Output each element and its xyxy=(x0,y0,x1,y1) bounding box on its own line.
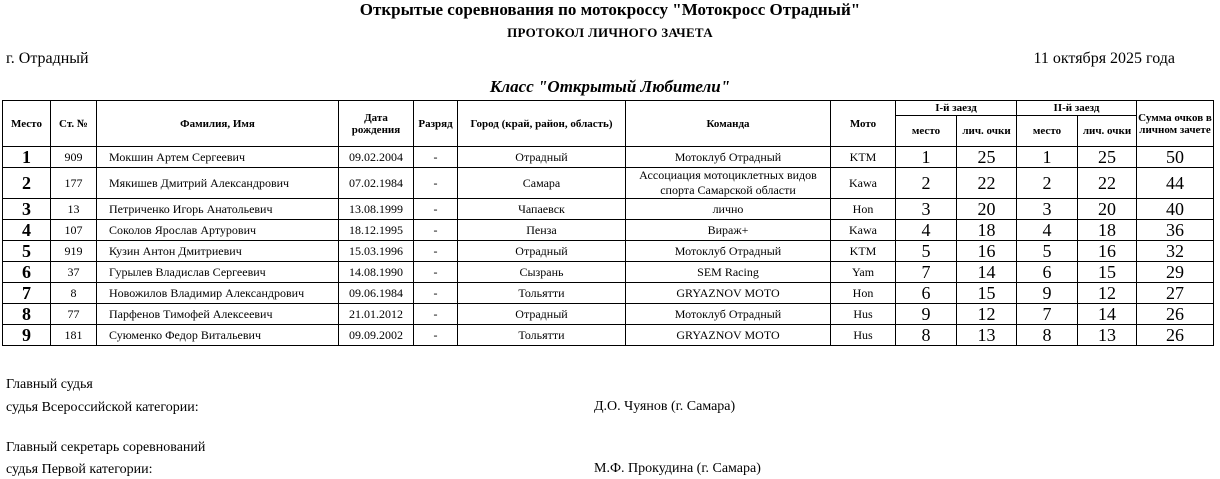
heat2-points-header: лич. очки xyxy=(1078,116,1137,147)
rank-cell: - xyxy=(414,168,458,199)
col-city-header: Город (край, район, область) xyxy=(458,101,626,147)
birth-cell: 09.06.1984 xyxy=(339,283,414,304)
heat2-points-cell: 15 xyxy=(1078,262,1137,283)
birth-cell: 13.08.1999 xyxy=(339,199,414,220)
team-cell: Мотоклуб Отрадный xyxy=(626,147,831,168)
rank-cell: - xyxy=(414,283,458,304)
heat2-place-cell: 4 xyxy=(1017,220,1078,241)
secretary-category: судья Первой категории: xyxy=(6,462,153,477)
table-row xyxy=(3,241,1214,262)
heat1-points-cell: 14 xyxy=(957,262,1017,283)
place-cell: 4 xyxy=(3,220,51,241)
city-cell: Чапаевск xyxy=(458,199,626,220)
heat2-place-cell: 6 xyxy=(1017,262,1078,283)
heat1-place-cell: 9 xyxy=(896,304,957,325)
start-no-cell: 13 xyxy=(51,199,97,220)
total-cell: 36 xyxy=(1137,220,1214,241)
total-cell: 29 xyxy=(1137,262,1214,283)
table-row xyxy=(3,325,1214,346)
name-cell: Гурылев Владислав Сергеевич xyxy=(97,262,339,283)
team-cell: Вираж+ xyxy=(626,220,831,241)
team-cell: Мотоклуб Отрадный xyxy=(626,304,831,325)
table-row xyxy=(3,199,1214,220)
rank-cell: - xyxy=(414,304,458,325)
start-no-cell: 919 xyxy=(51,241,97,262)
team-cell: Мотоклуб Отрадный xyxy=(626,241,831,262)
heat1-place-cell: 4 xyxy=(896,220,957,241)
team-cell: SEM Racing xyxy=(626,262,831,283)
start-no-cell: 77 xyxy=(51,304,97,325)
event-date: 11 октября 2025 года xyxy=(1033,50,1175,67)
name-cell: Мякишев Дмитрий Александрович xyxy=(97,168,339,199)
col-rank-header: Разряд xyxy=(414,101,458,147)
place-cell: 6 xyxy=(3,262,51,283)
name-cell: Мокшин Артем Сергеевич xyxy=(97,147,339,168)
city-cell: Отрадный xyxy=(458,241,626,262)
heat2-place-cell: 5 xyxy=(1017,241,1078,262)
place-cell: 5 xyxy=(3,241,51,262)
heat1-place-cell: 7 xyxy=(896,262,957,283)
col-heat1-header: I-й заезд xyxy=(896,101,1017,116)
heat1-place-cell: 5 xyxy=(896,241,957,262)
birth-cell: 09.02.2004 xyxy=(339,147,414,168)
document-title: Открытые соревнования по мотокроссу "Мотокросс Отрадный" xyxy=(359,0,861,19)
moto-cell: KTM xyxy=(831,241,896,262)
heat2-place-cell: 7 xyxy=(1017,304,1078,325)
team-cell: GRYAZNOV MOTO xyxy=(626,325,831,346)
table-row xyxy=(3,304,1214,325)
rank-cell: - xyxy=(414,262,458,283)
table-row xyxy=(3,147,1214,168)
city-cell: Сызрань xyxy=(458,262,626,283)
heat2-points-cell: 13 xyxy=(1078,325,1137,346)
heat1-place-cell: 1 xyxy=(896,147,957,168)
team-cell: GRYAZNOV MOTO xyxy=(626,283,831,304)
col-place-header: Место xyxy=(3,101,51,147)
heat2-place-cell: 2 xyxy=(1017,168,1078,199)
heat2-place-cell: 1 xyxy=(1017,147,1078,168)
city-cell: Пенза xyxy=(458,220,626,241)
heat2-place-header: место xyxy=(1017,116,1078,147)
start-no-cell: 177 xyxy=(51,168,97,199)
heat2-points-cell: 14 xyxy=(1078,304,1137,325)
city-cell: Тольятти xyxy=(458,325,626,346)
name-cell: Кузин Антон Дмитриевич xyxy=(97,241,339,262)
heat1-points-cell: 15 xyxy=(957,283,1017,304)
table-row xyxy=(3,262,1214,283)
team-cell: лично xyxy=(626,199,831,220)
total-cell: 27 xyxy=(1137,283,1214,304)
start-no-cell: 909 xyxy=(51,147,97,168)
start-no-cell: 181 xyxy=(51,325,97,346)
col-heat2-header: II-й заезд xyxy=(1017,101,1137,116)
heat1-points-cell: 22 xyxy=(957,168,1017,199)
heat1-points-cell: 25 xyxy=(957,147,1017,168)
birth-cell: 15.03.1996 xyxy=(339,241,414,262)
start-no-cell: 8 xyxy=(51,283,97,304)
name-cell: Петриченко Игорь Анатольевич xyxy=(97,199,339,220)
moto-cell: Yam xyxy=(831,262,896,283)
moto-cell: KTM xyxy=(831,147,896,168)
moto-cell: Kawa xyxy=(831,220,896,241)
heat2-place-cell: 3 xyxy=(1017,199,1078,220)
total-cell: 44 xyxy=(1137,168,1214,199)
city-cell: Отрадный xyxy=(458,304,626,325)
birth-cell: 07.02.1984 xyxy=(339,168,414,199)
col-birth-header: Дата рождения xyxy=(339,101,414,147)
table-row xyxy=(3,220,1214,241)
name-cell: Соколов Ярослав Артурович xyxy=(97,220,339,241)
table-body xyxy=(3,147,1214,346)
heat2-points-cell: 20 xyxy=(1078,199,1137,220)
table-header xyxy=(3,101,1214,147)
heat1-place-cell: 8 xyxy=(896,325,957,346)
event-city: г. Отрадный xyxy=(6,50,89,67)
rank-cell: - xyxy=(414,220,458,241)
results-table xyxy=(2,100,1214,346)
heat1-points-cell: 18 xyxy=(957,220,1017,241)
heat2-points-cell: 16 xyxy=(1078,241,1137,262)
heat2-points-cell: 12 xyxy=(1078,283,1137,304)
moto-cell: Hus xyxy=(831,304,896,325)
place-cell: 2 xyxy=(3,168,51,199)
heat1-points-cell: 20 xyxy=(957,199,1017,220)
table-row xyxy=(3,283,1214,304)
moto-cell: Hon xyxy=(831,283,896,304)
place-cell: 7 xyxy=(3,283,51,304)
start-no-cell: 37 xyxy=(51,262,97,283)
heat2-points-cell: 22 xyxy=(1078,168,1137,199)
birth-cell: 14.08.1990 xyxy=(339,262,414,283)
heat2-points-cell: 18 xyxy=(1078,220,1137,241)
heat2-place-cell: 9 xyxy=(1017,283,1078,304)
col-total-header: Сумма очков в личном зачете xyxy=(1137,101,1214,147)
col-start-no-header: Ст. № xyxy=(51,101,97,147)
total-cell: 26 xyxy=(1137,304,1214,325)
city-cell: Отрадный xyxy=(458,147,626,168)
total-cell: 32 xyxy=(1137,241,1214,262)
secretary-name: М.Ф. Прокудина (г. Самара) xyxy=(594,461,761,476)
birth-cell: 18.12.1995 xyxy=(339,220,414,241)
rank-cell: - xyxy=(414,199,458,220)
name-cell: Суюменко Федор Витальевич xyxy=(97,325,339,346)
heat1-points-cell: 12 xyxy=(957,304,1017,325)
judge-title: Главный судья xyxy=(6,377,93,392)
birth-cell: 21.01.2012 xyxy=(339,304,414,325)
place-cell: 1 xyxy=(3,147,51,168)
heat1-points-cell: 16 xyxy=(957,241,1017,262)
judge-name: Д.О. Чуянов (г. Самара) xyxy=(594,399,736,414)
team-cell: Ассоциация мотоциклетных видов спорта Самарской области xyxy=(626,168,831,199)
table-row xyxy=(3,168,1214,199)
heat1-place-cell: 6 xyxy=(896,283,957,304)
place-cell: 3 xyxy=(3,199,51,220)
city-cell: Тольятти xyxy=(458,283,626,304)
heat1-place-cell: 2 xyxy=(896,168,957,199)
col-name-header: Фамилия, Имя xyxy=(97,101,339,147)
class-title: Класс "Открытый Любители" xyxy=(489,77,731,96)
moto-cell: Kawa xyxy=(831,168,896,199)
document-subtitle: ПРОТОКОЛ ЛИЧНОГО ЗАЧЕТА xyxy=(507,25,713,40)
col-team-header: Команда xyxy=(626,101,831,147)
place-cell: 9 xyxy=(3,325,51,346)
city-cell: Самара xyxy=(458,168,626,199)
heat1-points-header: лич. очки xyxy=(957,116,1017,147)
judge-category: судья Всероссийской категории: xyxy=(6,400,199,415)
heat1-place-cell: 3 xyxy=(896,199,957,220)
total-cell: 50 xyxy=(1137,147,1214,168)
total-cell: 40 xyxy=(1137,199,1214,220)
place-cell: 8 xyxy=(3,304,51,325)
total-cell: 26 xyxy=(1137,325,1214,346)
birth-cell: 09.09.2002 xyxy=(339,325,414,346)
col-moto-header: Мото xyxy=(831,101,896,147)
heat2-place-cell: 8 xyxy=(1017,325,1078,346)
start-no-cell: 107 xyxy=(51,220,97,241)
moto-cell: Hus xyxy=(831,325,896,346)
rank-cell: - xyxy=(414,147,458,168)
rank-cell: - xyxy=(414,241,458,262)
moto-cell: Hon xyxy=(831,199,896,220)
name-cell: Новожилов Владимир Александрович xyxy=(97,283,339,304)
heat1-place-header: место xyxy=(896,116,957,147)
name-cell: Парфенов Тимофей Алексеевич xyxy=(97,304,339,325)
rank-cell: - xyxy=(414,325,458,346)
heat1-points-cell: 13 xyxy=(957,325,1017,346)
secretary-title: Главный секретарь соревнований xyxy=(6,440,206,455)
heat2-points-cell: 25 xyxy=(1078,147,1137,168)
